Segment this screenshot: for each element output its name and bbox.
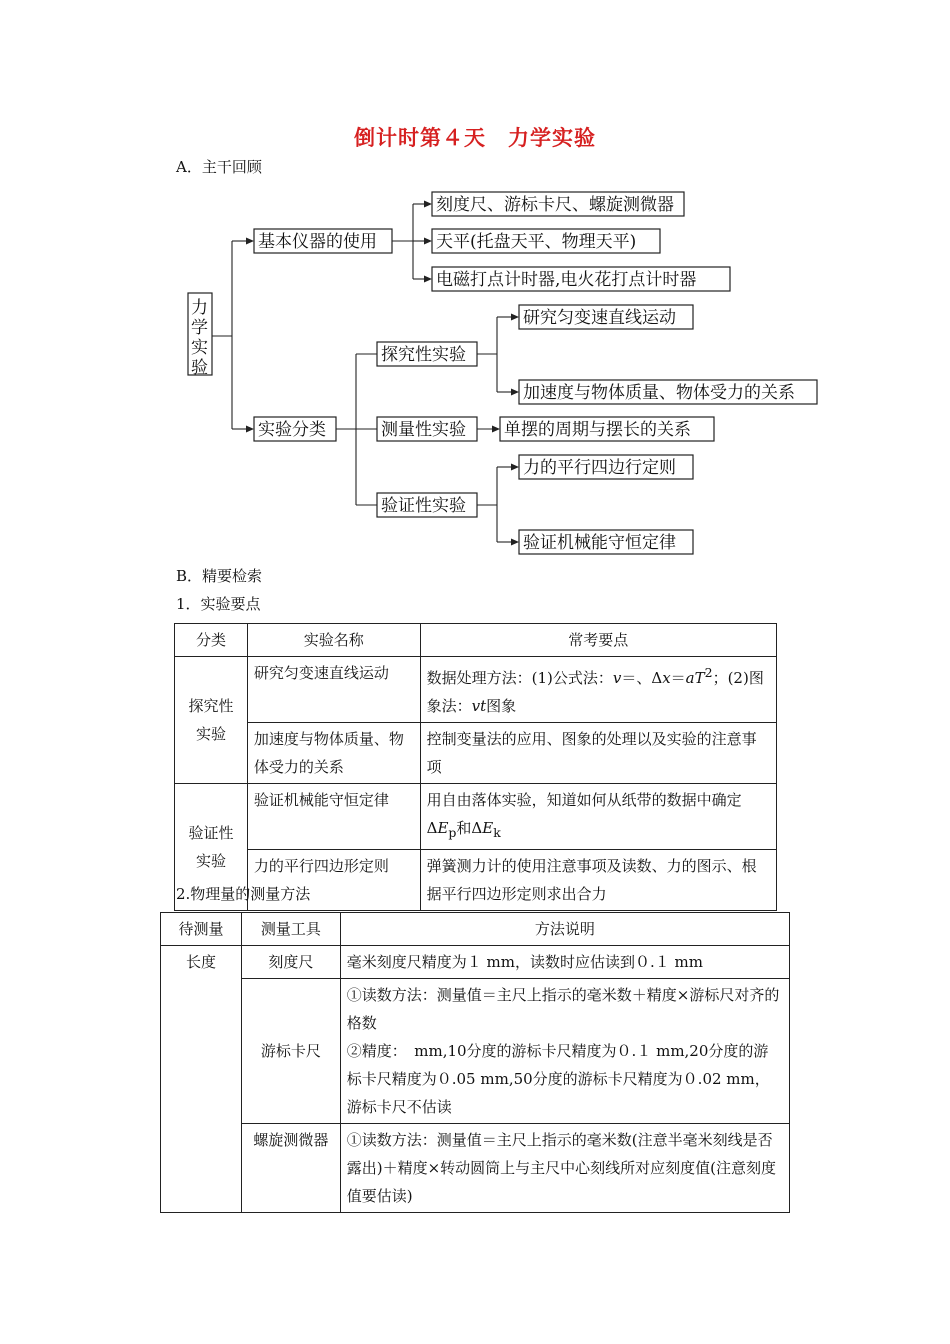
arrow-head [511,464,519,471]
node-timers-label: 电磁打点计时器,电火花打点计时器 [436,270,697,290]
section-1-heading: 1．实验要点 [176,595,261,613]
text-run: v [471,697,481,715]
text-run: ①读数方法：测量值＝主尺上指示的毫米数＋精度×游标尺对齐的格数 [346,986,780,1032]
node-parallelogram-label: 力的平行四边行定则 [523,458,676,478]
section-b-heading: B．精要检索 [176,567,263,585]
text-run: ＝、Δ [621,669,663,687]
arrow-head [424,201,432,208]
arrow-head [492,426,500,433]
text-run: E [482,819,494,837]
arrow-head [511,539,519,546]
text-run: 用自由落体实验，知道如何从纸带的数据中确定Δ [426,791,742,837]
arrow-head [424,238,432,245]
key-points: 控制变量法的应用、图象的处理以及实验的注意事项 [420,723,776,784]
table-row [161,1124,790,1213]
text-run: t [480,697,487,715]
node-experiment-categories-label: 实验分类 [258,420,326,440]
table-header: 待测量 [161,913,242,946]
mechanics-experiment-diagram [0,0,950,560]
arrow-head [246,238,254,245]
node-energy-conservation-label: 验证机械能守恒定律 [523,533,676,553]
text-run: k [493,825,501,840]
measurement-methods-table [160,912,790,1213]
experiment-name: 验证机械能守恒定律 [247,784,420,850]
text-run: 图象 [486,697,517,715]
text-run: aT [685,669,705,687]
text-run: 和Δ [456,819,483,837]
key-points [420,784,776,850]
text-run: p [448,825,457,840]
quantity-cell: 长度 [161,946,242,1213]
method-description: ①读数方法：测量值＝主尺上指示的毫米数(注意半毫米刻线是否露出)＋精度×转动圆筒上与主尺中心刻线所对应刻度值(注意刻度值要估读) [340,1124,789,1213]
arrow-head [246,426,254,433]
text-run: E [437,819,449,837]
node-exploratory-label: 探究性实验 [381,345,466,365]
experiment-points-table [174,623,777,911]
page-title: 倒计时第４天 力学实验 [354,125,596,150]
table-header: 方法说明 [340,913,789,946]
node-balance-label: 天平(托盘天平、物理天平) [436,232,637,252]
tool-ruler: 刻度尺 [241,946,340,979]
node-basic-instruments-label: 基本仪器的使用 [258,232,377,252]
section-2-heading: 2.物理量的测量方法 [176,885,311,903]
table-header-row [161,913,790,946]
key-points [420,657,776,723]
key-points: 弹簧测力计的使用注意事项及读数、力的图示、根据平行四边形定则求出合力 [420,850,776,911]
table-header: 实验名称 [247,624,420,657]
tool-caliper: 游标卡尺 [241,979,340,1124]
node-verification-label: 验证性实验 [381,496,466,516]
table-row [175,723,777,784]
table-row [175,784,777,850]
table-row [161,979,790,1124]
table-header: 常考要点 [420,624,776,657]
table-header: 分类 [175,624,248,657]
text-run: ＝ [670,669,686,687]
arrow-head [511,314,519,321]
node-pendulum-label: 单摆的周期与摆长的关系 [504,420,691,440]
category-verification: 验证性实验 [188,824,234,870]
arrow-head [511,389,519,396]
node-ruler-caliper-micrometer-label: 刻度尺、游标卡尺、螺旋测微器 [436,195,674,215]
table-row [175,657,777,723]
table-header-row [175,624,777,657]
root-label: 力 学 实 验 [191,298,208,378]
experiment-name: 力的平行四边形定则 [247,850,420,911]
text-run: v [612,669,622,687]
method-description: 毫米刻度尺精度为１ mm，读数时应估读到０.１ mm [340,946,789,979]
text-run: x [662,669,671,687]
experiment-name: 研究匀变速直线运动 [247,657,420,723]
node-uniform-acceleration-label: 研究匀变速直线运动 [523,308,676,328]
category-exploratory: 探究性实验 [188,697,234,743]
text-run: ②精度： mm,10分度的游标卡尺精度为０.１ mm,20分度的游标卡尺精度为０.05 mm,50分度的游标卡尺精度为０.02 mm，游标卡尺不估读 [346,1042,770,1116]
tool-micrometer: 螺旋测微器 [241,1124,340,1213]
text-run: ；(2)图象法： [426,669,764,715]
text-run: 2 [704,665,713,680]
table-row [161,946,790,979]
method-description [340,979,789,1124]
table-header: 测量工具 [241,913,340,946]
arrow-head [424,276,432,283]
section-a-heading: A．主干回顾 [176,158,262,176]
experiment-name: 加速度与物体质量、物体受力的关系 [247,723,420,784]
text-run: 数据处理方法：(1)公式法： [426,669,613,687]
node-measurement-label: 测量性实验 [381,420,466,440]
node-acceleration-mass-force-label: 加速度与物体质量、物体受力的关系 [523,383,795,403]
category-cell [175,657,248,784]
